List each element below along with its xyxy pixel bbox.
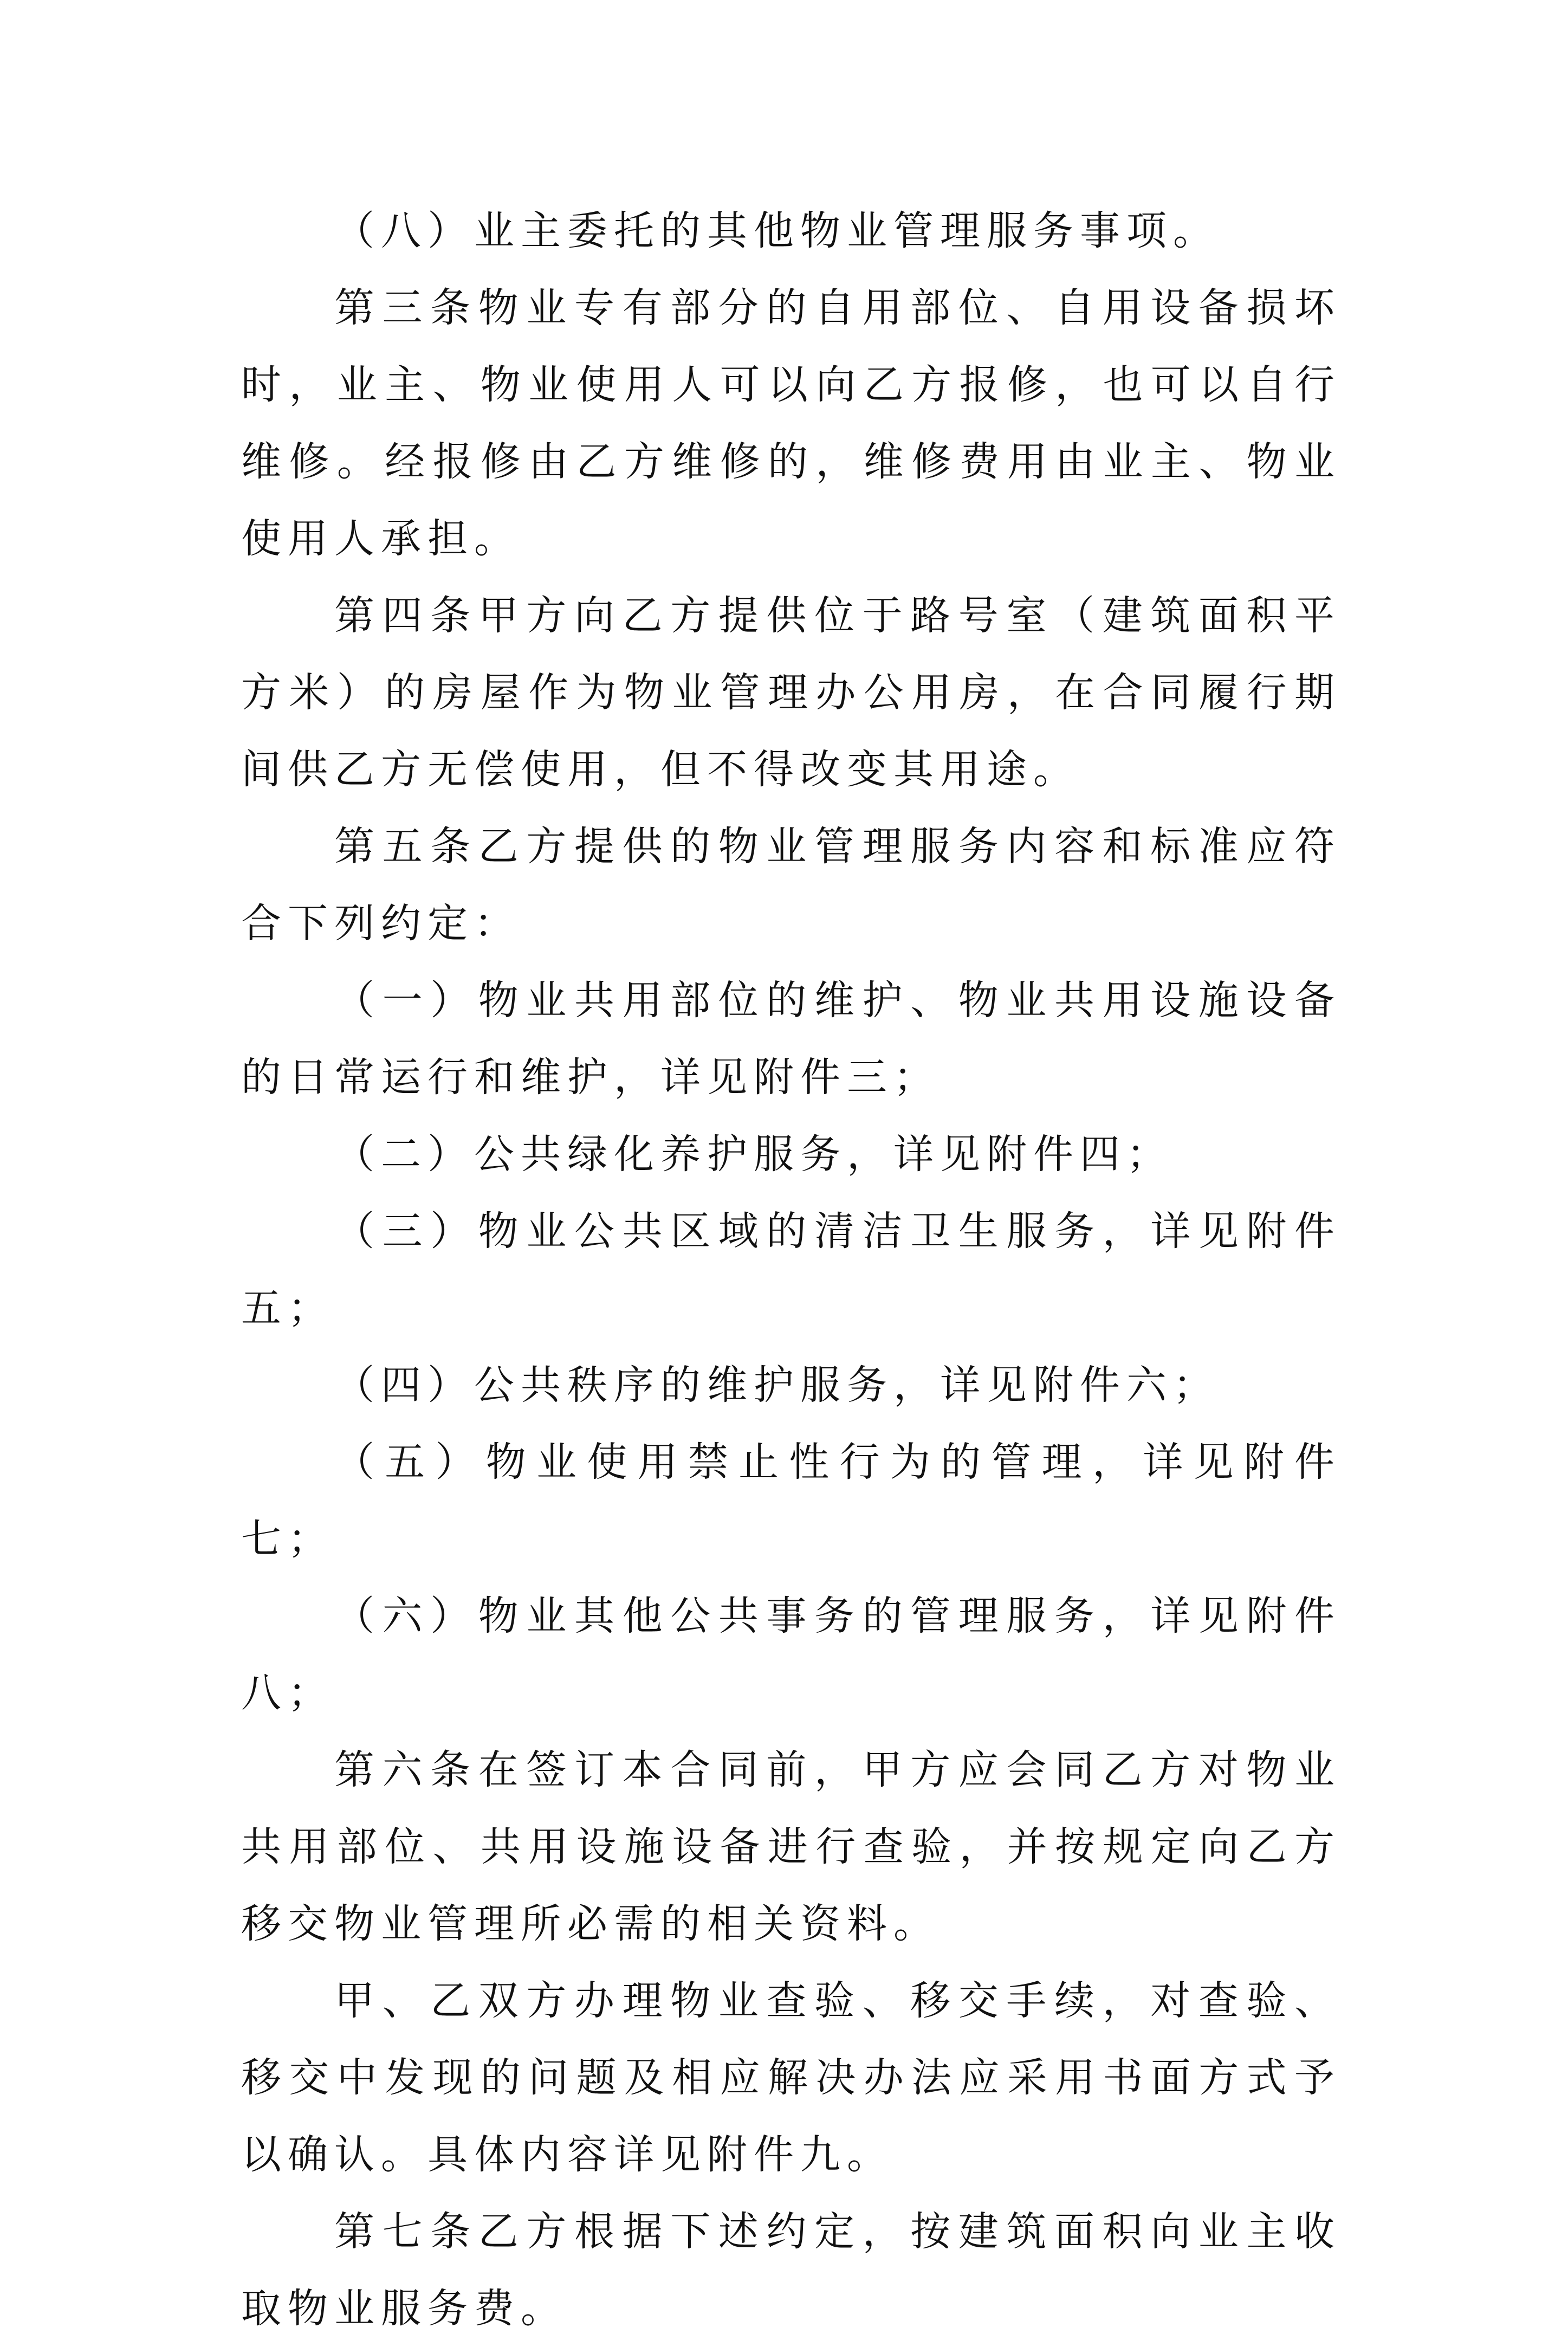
document-body	[241, 192, 1341, 2347]
paragraph-item-2: （二）公共绿化养护服务，详见附件四；	[334, 1131, 1173, 1178]
paragraph-item-5: （五）物业使用禁止性行为的管理，详见附件七；	[241, 1439, 1341, 1562]
paragraph-handover: 甲、乙双方办理物业查验、移交手续，对查验、移交中发现的问题及相应解决办法应采用书面方式予以确认。具体内容详见附件九。	[241, 1977, 1341, 2178]
paragraph-article-5: 第五条乙方提供的物业管理服务内容和标准应符合下列约定：	[241, 823, 1341, 947]
paragraph-article-6: 第六条在签订本合同前，甲方应会同乙方对物业共用部位、共用设施设备进行查验，并按规定向乙方移交物业管理所必需的相关资料。	[241, 1747, 1341, 1947]
paragraph-article-7: 第七条乙方根据下述约定，按建筑面积向业主收取物业服务费。	[241, 2208, 1341, 2332]
paragraph-article-3: 第三条物业专有部分的自用部位、自用设备损坏时，业主、物业使用人可以向乙方报修，也可以自行维修。经报修由乙方维修的，维修费用由业主、物业使用人承担。	[241, 285, 1341, 562]
paragraph-article-4: 第四条甲方向乙方提供位于路号室（建筑面积平方米）的房屋作为物业管理办公用房，在合同履行期间供乙方无偿使用，但不得改变其用途。	[241, 592, 1341, 793]
paragraph-item-8: （八）业主委托的其他物业管理服务事项。	[334, 208, 1220, 254]
paragraph-item-4: （四）公共秩序的维护服务，详见附件六；	[334, 1362, 1220, 1408]
paragraph-item-3: （三）物业公共区域的清洁卫生服务，详见附件五；	[241, 1208, 1341, 1331]
paragraph-item-1: （一）物业共用部位的维护、物业共用设施设备的日常运行和维护，详见附件三；	[241, 977, 1341, 1101]
paragraph-item-6: （六）物业其他公共事务的管理服务，详见附件八；	[241, 1593, 1341, 1716]
